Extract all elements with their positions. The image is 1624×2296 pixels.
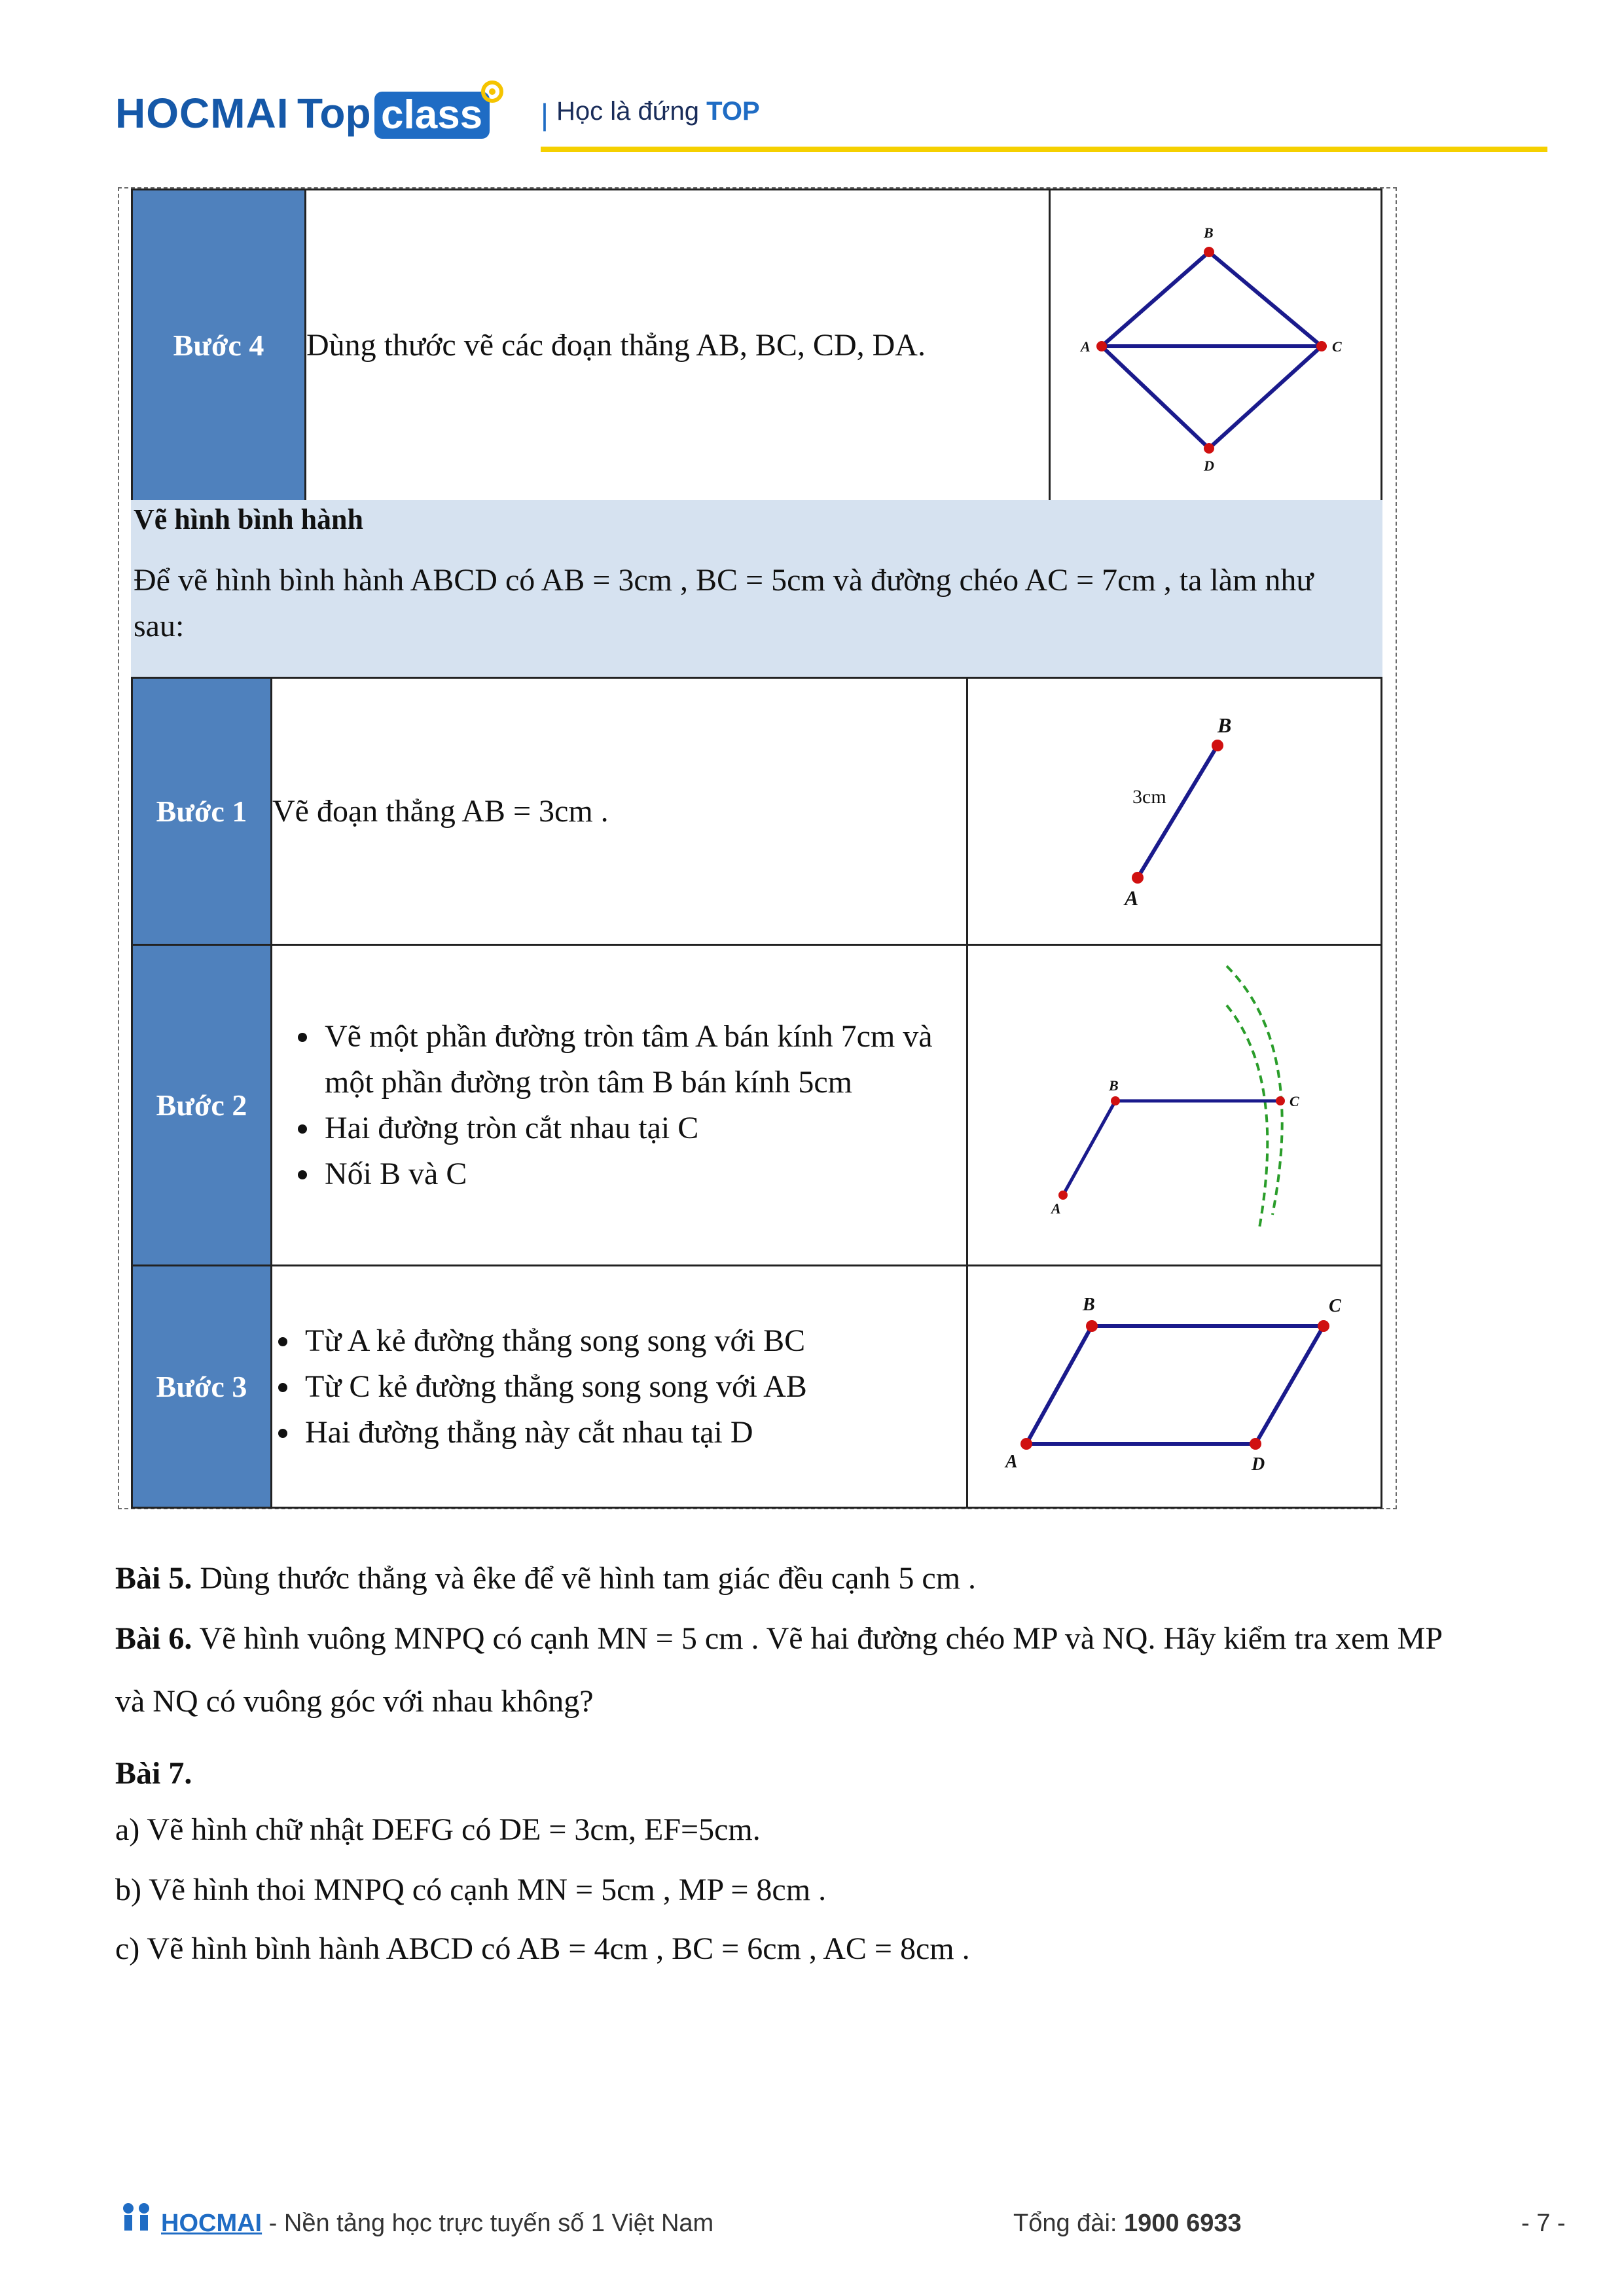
length-label: 3cm xyxy=(1132,786,1166,808)
label-b: B xyxy=(1218,713,1232,737)
slogan-emphasis: TOP xyxy=(706,97,760,126)
label-b: B xyxy=(1204,224,1214,241)
logo-hocmai: HOCMAI xyxy=(115,90,289,137)
label-d: D xyxy=(1204,457,1214,474)
rhombus-figure xyxy=(1050,190,1382,501)
point-a xyxy=(1058,1191,1068,1200)
label-c: C xyxy=(1329,1296,1341,1316)
segment-bc xyxy=(1209,252,1322,346)
step-bullets xyxy=(272,1014,966,1197)
exercise-5: Bài 5. Dùng thước thẳng và êke để vẽ hình tam giác đều cạnh 5 cm . xyxy=(115,1561,977,1596)
arc-center-b xyxy=(1227,1005,1267,1228)
label-a: A xyxy=(1125,886,1139,910)
point-c xyxy=(1276,1096,1285,1105)
label-a: A xyxy=(1051,1200,1061,1217)
step-text xyxy=(272,945,967,1266)
point-b xyxy=(1111,1096,1120,1105)
exercise-6: Bài 6. Vẽ hình vuông MNPQ có cạnh MN = 5 cm . Vẽ hai đường chéo MP và NQ. Hãy kiểm tra xem MP xyxy=(115,1621,1443,1656)
segment-cd xyxy=(1209,346,1322,448)
header-separator: | xyxy=(541,98,549,132)
arcs-diagram xyxy=(978,946,1371,1261)
label-b: B xyxy=(1109,1077,1119,1094)
logo-top: Top xyxy=(297,90,371,137)
page-number: - 7 - xyxy=(1521,2210,1566,2237)
bullet-item: • Từ A kẻ đường thẳng song song với BC xyxy=(301,1318,966,1364)
footer-brand-link[interactable]: HOCMAI xyxy=(161,2210,262,2237)
point-a xyxy=(1132,872,1144,884)
parallelogram-steps-table xyxy=(131,677,1382,1509)
exercise-7-title: Bài 7. xyxy=(115,1756,192,1791)
slogan: Học là đứng TOP xyxy=(556,97,760,126)
step-text: Dùng thước vẽ các đoạn thẳng AB, BC, CD, DA. xyxy=(306,190,1050,501)
section-title: Vẽ hình bình hành xyxy=(134,503,363,535)
step-label: Bước 1 xyxy=(132,678,272,945)
segment-da xyxy=(1102,346,1209,448)
point-c xyxy=(1318,1320,1329,1332)
bullet-item: • Hai đường tròn cắt nhau tại C xyxy=(321,1105,966,1151)
step-row xyxy=(132,1266,1382,1508)
point-a xyxy=(1020,1438,1032,1450)
rhombus-step4-table xyxy=(131,188,1382,502)
footer-hotline: Tổng đài: 1900 6933 xyxy=(1013,2210,1242,2237)
step-bullets xyxy=(272,1318,966,1456)
section-intro xyxy=(134,558,1377,649)
segment-ab-diagram xyxy=(978,679,1371,941)
step-row xyxy=(132,945,1382,1266)
step2-figure xyxy=(967,945,1382,1266)
point-b xyxy=(1212,740,1223,751)
rhombus-diagram xyxy=(1052,206,1379,481)
label-a: A xyxy=(1005,1452,1018,1472)
label-c: C xyxy=(1290,1093,1299,1109)
segment-cd xyxy=(1255,1326,1324,1444)
hocmai-logo-icon xyxy=(115,2199,157,2238)
exercise-7b: b) Vẽ hình thoi MNPQ có cạnh MN = 5cm , MP = 8cm . xyxy=(115,1873,827,1907)
page-header xyxy=(0,0,1624,164)
bullet-item: • Hai đường thẳng này cắt nhau tại D xyxy=(301,1410,966,1456)
intro-line: sau: xyxy=(134,609,185,643)
label-d: D xyxy=(1252,1454,1265,1475)
bullet-item: • Từ C kẻ đường thẳng song song với AB xyxy=(301,1364,966,1410)
bullet-item: • Nối B và C xyxy=(321,1151,966,1197)
label-b: B xyxy=(1083,1295,1095,1315)
segment-ab xyxy=(1063,1101,1115,1195)
step-label: Bước 4 xyxy=(132,190,306,501)
step-text xyxy=(272,1266,967,1508)
header-divider xyxy=(541,147,1547,152)
logo-class: class xyxy=(381,92,483,137)
point-a xyxy=(1096,341,1107,351)
parallelogram-diagram xyxy=(978,1267,1371,1503)
exercise-6-cont: và NQ có vuông góc với nhau không? xyxy=(115,1684,594,1719)
exercise-7c: c) Vẽ hình bình hành ABCD có AB = 4cm , BC = 6cm , AC = 8cm . xyxy=(115,1931,970,1966)
intro-line: Để vẽ hình bình hành ABCD có AB = 3cm , BC = 5cm và đường chéo AC = 7cm , ta làm như xyxy=(134,563,1314,598)
arc-center-a xyxy=(1227,966,1282,1215)
point-c xyxy=(1316,341,1327,351)
step3-figure xyxy=(967,1266,1382,1508)
point-d xyxy=(1250,1438,1261,1450)
step-label: Bước 2 xyxy=(132,945,272,1266)
point-b xyxy=(1086,1320,1098,1332)
bullet-item: • Vẽ một phần đường tròn tâm A bán kính 7cm và một phần đường tròn tâm B bán kính 5cm xyxy=(321,1014,966,1105)
point-d xyxy=(1204,443,1214,454)
gear-icon xyxy=(478,77,507,106)
step1-figure xyxy=(967,678,1382,945)
label-c: C xyxy=(1332,338,1342,355)
label-a: A xyxy=(1081,338,1091,355)
step-label: Bước 3 xyxy=(132,1266,272,1508)
segment-ab xyxy=(1102,252,1209,346)
segment-ab xyxy=(1138,745,1218,878)
segment-ab xyxy=(1026,1326,1092,1444)
step-row xyxy=(132,678,1382,945)
footer-left: HOCMAI - Nền tảng học trực tuyến số 1 Việt Nam xyxy=(161,2210,714,2237)
exercise-7a: a) Vẽ hình chữ nhật DEFG có DE = 3cm, EF=5cm. xyxy=(115,1812,761,1847)
point-b xyxy=(1204,247,1214,257)
step-text: Vẽ đoạn thẳng AB = 3cm . xyxy=(272,678,967,945)
